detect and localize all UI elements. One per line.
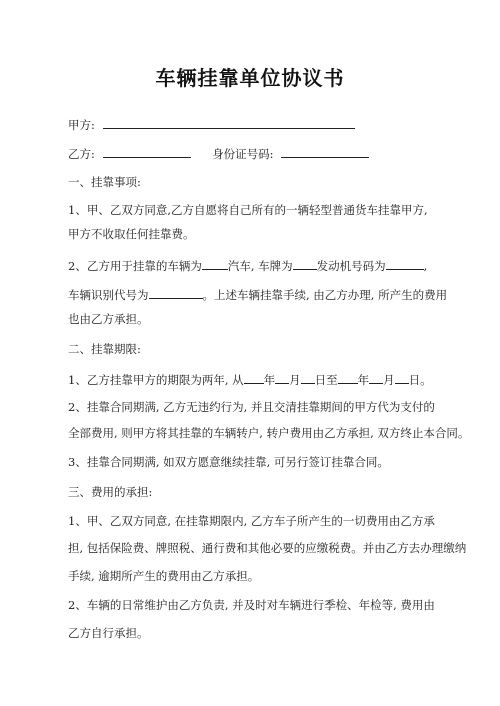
end-year-blank[interactable] bbox=[338, 371, 358, 384]
start-month-blank[interactable] bbox=[275, 371, 289, 384]
end-month-blank[interactable] bbox=[369, 371, 383, 384]
start-month-label: 月 bbox=[289, 373, 301, 387]
s1-p2-line-3: 也由乙方承担。 bbox=[68, 312, 149, 326]
engine-number-blank[interactable] bbox=[386, 257, 424, 270]
party-a-blank[interactable] bbox=[103, 116, 355, 129]
party-a-label: 甲方: bbox=[68, 118, 95, 132]
s1-p2-text-b: 汽车, 车牌为 bbox=[227, 259, 293, 273]
s1-p1-line-1: 1、甲、乙双方同意,乙方自愿将自己所有的一辆轻型普通货车挂靠甲方, bbox=[68, 203, 428, 217]
s3-p1-line-2: 担, 包括保险费、牌照税、通行费和其他必要的应缴税费。并由乙方去办理缴纳 bbox=[68, 541, 467, 555]
end-month-label: 月 bbox=[383, 373, 395, 387]
s2-p1-line bbox=[68, 371, 432, 387]
s1-p2-line-2 bbox=[68, 286, 447, 302]
end-day-label: 日。 bbox=[408, 373, 432, 387]
s2-p1-text: 1、乙方挂靠甲方的期限为两年, 从 bbox=[68, 373, 244, 387]
s3-p2-line-2: 乙方自行承担。 bbox=[68, 626, 149, 640]
s3-p2-line-1: 2、车辆的日常维护由乙方负责, 并及时对车辆进行季检、年检等, 费用由 bbox=[68, 598, 435, 612]
id-number-blank[interactable] bbox=[281, 145, 369, 158]
section-3-heading: 三、费用的承担: bbox=[68, 485, 153, 499]
plate-number-blank[interactable] bbox=[293, 257, 317, 270]
s2-p3-line: 3、挂靠合同期满, 如双方愿意继续挂靠, 可另行签订挂靠合同。 bbox=[68, 455, 389, 469]
start-year-label: 年 bbox=[263, 373, 276, 387]
document-title: 车辆挂靠单位协议书 bbox=[155, 66, 345, 90]
s1-p2-line-1 bbox=[68, 257, 427, 273]
start-day-label: 日至 bbox=[314, 373, 338, 387]
section-2-heading: 二、挂靠期限: bbox=[68, 342, 141, 356]
vin-blank[interactable] bbox=[149, 286, 203, 299]
s1-p1-line-2: 甲方不收取任何挂靠费。 bbox=[68, 227, 195, 241]
s1-p2-text-f: 。上述车辆挂靠手续, 由乙方办理, 所产生的费用 bbox=[202, 288, 448, 302]
party-b-blank[interactable] bbox=[103, 145, 191, 158]
s1-p2-text-a: 2、乙方用于挂靠的车辆为 bbox=[68, 259, 202, 273]
s1-p2-text-c: 发动机号码为 bbox=[316, 259, 386, 273]
s3-p1-line-1: 1、甲、乙双方同意, 在挂靠期限内, 乙方车子所产生的一切费用由乙方承 bbox=[68, 514, 435, 528]
party-b-label: 乙方: bbox=[68, 147, 95, 161]
s1-p2-text-d: , bbox=[423, 259, 428, 273]
end-year-label: 年 bbox=[357, 373, 370, 387]
s2-p2-line-2: 全部费用, 则甲方将其挂靠的车辆转户, 转户费用由乙方承担, 双方终止本合同。 bbox=[68, 426, 470, 440]
party-a-line bbox=[68, 116, 355, 132]
section-1-heading: 一、挂靠事项: bbox=[68, 175, 141, 189]
s1-p2-text-e: 车辆识别代号为 bbox=[68, 288, 149, 302]
start-year-blank[interactable] bbox=[244, 371, 264, 384]
end-day-blank[interactable] bbox=[395, 371, 409, 384]
s3-p1-line-3: 手续, 逾期所产生的费用由乙方承担。 bbox=[68, 569, 260, 583]
start-day-blank[interactable] bbox=[301, 371, 315, 384]
vehicle-type-blank[interactable] bbox=[202, 257, 228, 270]
s2-p2-line-1: 2、挂靠合同期满, 乙方无违约行为, 并且交清挂靠期间的甲方代为支付的 bbox=[68, 400, 435, 414]
id-label: 身份证号码: bbox=[212, 147, 274, 161]
party-b-line bbox=[68, 145, 369, 161]
